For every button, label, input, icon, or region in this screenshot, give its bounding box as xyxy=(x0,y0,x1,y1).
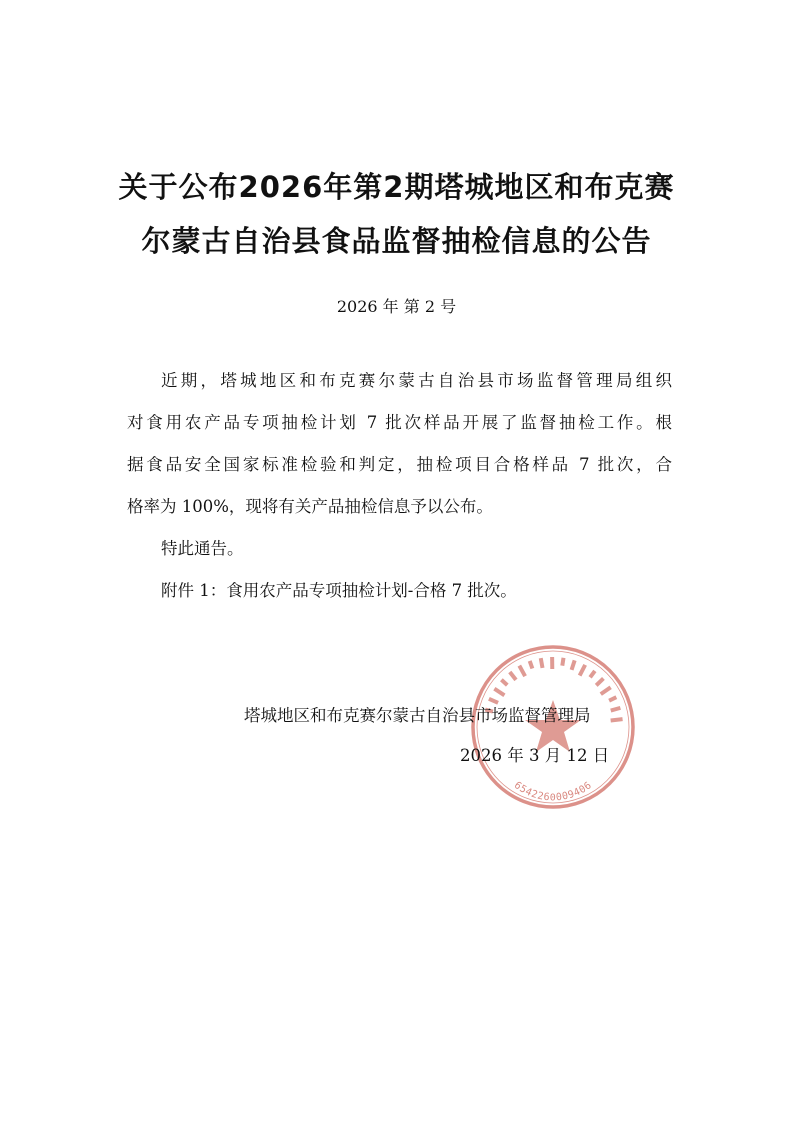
seal-script-mark xyxy=(610,706,621,713)
seal-script-mark xyxy=(610,717,622,722)
body-line-1: 近期，塔城地区和布克赛尔蒙古自治县市场监督管理局组织 xyxy=(161,371,672,390)
closing-text: 特此通告。 xyxy=(161,539,244,558)
signature-date: 2026 年 3 月 12 日 xyxy=(460,746,610,765)
document-body xyxy=(127,370,672,622)
seal-script-mark xyxy=(595,677,605,687)
seal-script-mark xyxy=(570,660,577,671)
document-title-line-2: 尔蒙古自治县食品监督抽检信息的公告 xyxy=(141,224,652,258)
seal-script-mark xyxy=(508,671,517,681)
seal-script-mark xyxy=(539,658,545,669)
seal-script-mark xyxy=(500,678,509,686)
seal-script-mark xyxy=(589,670,597,679)
document-title-line-1: 关于公布2026年第2期塔城地区和布克赛 xyxy=(118,170,675,204)
seal-script-mark xyxy=(488,697,499,705)
document-number: 2026 年 第 2 号 xyxy=(336,297,457,316)
seal-script-mark xyxy=(578,664,587,676)
official-seal xyxy=(468,642,638,812)
seal-script-mark xyxy=(608,695,617,702)
seal-script-mark xyxy=(518,665,527,677)
body-line-2: 对食用农产品专项抽检计划 7 批次样品开展了监督抽检工作。根 xyxy=(127,413,672,432)
signer-organization: 塔城地区和布克赛尔蒙古自治县市场监督管理局 xyxy=(244,706,591,725)
body-line-3: 据食品安全国家标准检验和判定，抽检项目合格样品 7 批次，合 xyxy=(127,455,672,474)
seal-script-mark xyxy=(493,687,505,697)
seal-script-mark xyxy=(600,686,612,696)
seal-script-mark xyxy=(528,660,534,669)
seal-script-mark xyxy=(560,657,565,666)
seal-number: 6542260009406 xyxy=(511,779,595,804)
attachment-text: 附件 1：食用农产品专项抽检计划-合格 7 批次。 xyxy=(161,581,517,600)
seal-script-mark xyxy=(550,657,554,669)
body-line-4: 格率为 100%，现将有关产品抽检信息予以公布。 xyxy=(127,497,493,516)
